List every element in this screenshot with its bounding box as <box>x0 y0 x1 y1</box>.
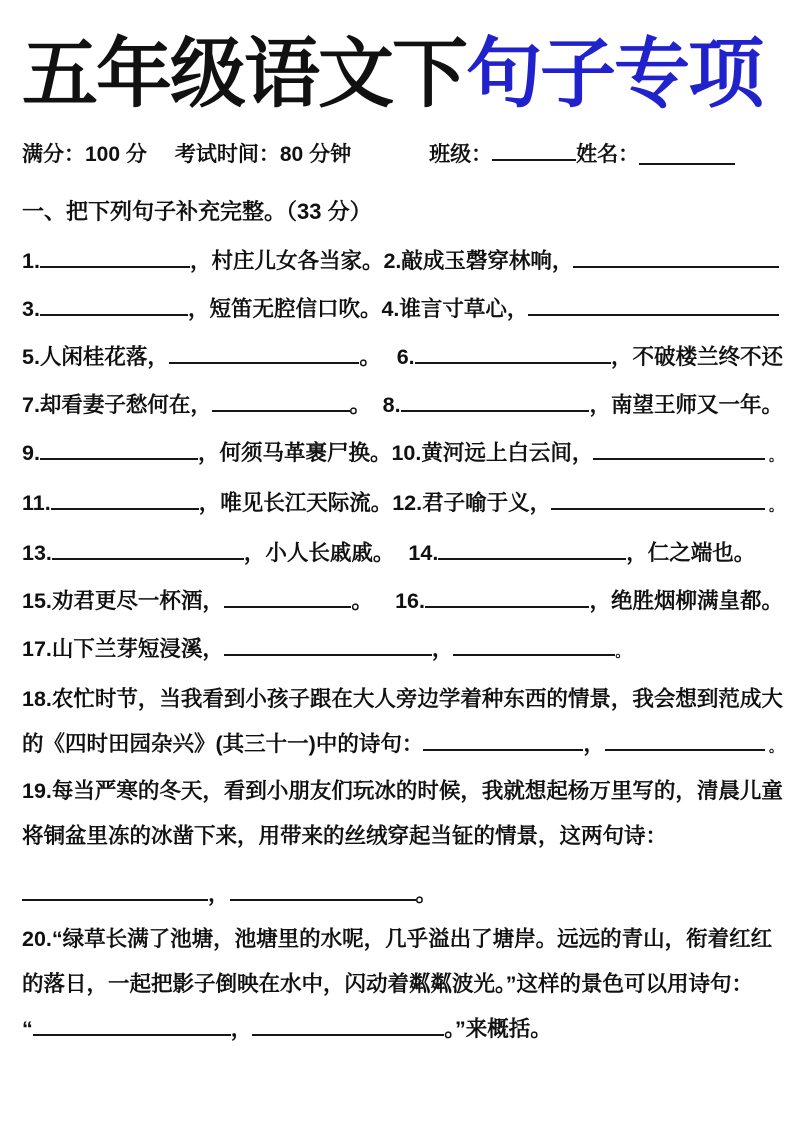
question-text: ，短笛无腔信口吹。4.谁言寸草心， <box>187 296 529 321</box>
question-line <box>22 634 783 666</box>
question-text: 。 <box>415 881 438 906</box>
question-text: 9. <box>22 440 40 465</box>
question-text: 5.人闲桂花落， <box>22 344 169 369</box>
answer-blank[interactable] <box>40 313 188 316</box>
question-text: 14. <box>408 540 439 565</box>
question-text: ， <box>208 881 230 906</box>
question-text: 19.每当严寒的冬天，看到小朋友们玩冰的时候，我就想起杨万里写的，清晨儿童 <box>22 778 783 803</box>
question-text: 。”来概括。 <box>444 1016 552 1041</box>
question-line <box>22 390 783 420</box>
question-text: 8. <box>382 392 401 417</box>
answer-blank[interactable] <box>40 265 190 268</box>
question-text: 13. <box>22 540 52 565</box>
answer-blank[interactable] <box>51 507 199 510</box>
section-one-heading: 一、把下列句子补充完整。（33 分） <box>22 198 372 224</box>
question-text: ，村庄儿女各当家。2.敲成玉磬穿林响， <box>189 248 574 273</box>
question-text: ，绝胜烟柳满皇都。 <box>589 588 783 613</box>
answer-blank[interactable] <box>33 1033 231 1036</box>
question-text: 20.“绿草长满了池塘，池塘里的水呢，几乎溢出了塘岸。远远的青山，衔着红红 <box>22 926 773 951</box>
title-accent-text: 句子专项 <box>466 32 762 117</box>
question-text: 。 <box>769 447 783 464</box>
question-text: 。 <box>615 643 630 660</box>
question-line <box>22 342 783 372</box>
question-text: 的《四时田园杂兴》(其三十一)中的诗句： <box>22 731 424 756</box>
question-20 <box>22 924 783 1044</box>
answer-blank[interactable] <box>551 507 765 510</box>
question-19 <box>22 776 783 909</box>
question-text: 7.却看妻子愁何在， <box>22 392 212 417</box>
question-text: 11. <box>22 490 51 515</box>
answer-blank[interactable] <box>605 748 765 751</box>
fill-in-questions <box>22 246 783 666</box>
question-text: 15.劝君更尽一杯酒， <box>22 588 224 613</box>
class-label: 班级： <box>429 142 493 166</box>
answer-blank[interactable] <box>593 457 765 460</box>
answer-blank[interactable] <box>169 361 359 364</box>
exam-time-label: 考试时间：80 分钟 <box>174 142 352 166</box>
answer-blank[interactable] <box>425 605 589 608</box>
question-text: 。 <box>349 392 372 417</box>
answer-blank[interactable] <box>40 457 198 460</box>
question-text: ， <box>230 1016 253 1041</box>
question-line <box>22 729 783 761</box>
question-line <box>22 969 783 999</box>
question-text: 3. <box>22 296 40 321</box>
question-text: ，小人长戚戚。 <box>243 540 395 565</box>
page-title <box>22 30 783 120</box>
question-text: ，何须马革裹尸换。10.黄河远上白云间， <box>197 440 594 465</box>
question-text: 的落日，一起把影子倒映在水中，闪动着粼粼波光。”这样的景色可以用诗句： <box>22 971 754 996</box>
answer-blank[interactable] <box>22 898 208 901</box>
question-text: ，仁之端也。 <box>626 540 756 565</box>
answer-blank[interactable] <box>453 653 615 656</box>
exam-info-row <box>22 138 783 168</box>
question-line <box>22 538 783 568</box>
question-text: 将铜盆里冻的冰凿下来，用带来的丝绒穿起当钲的情景，这两句诗： <box>22 823 668 848</box>
question-text: ， <box>583 731 605 756</box>
answer-blank[interactable] <box>423 748 583 751</box>
full-score-label: 满分：100 分 <box>22 142 147 166</box>
name-label: 姓名： <box>576 142 640 166</box>
question-text: 6. <box>396 344 415 369</box>
question-18 <box>22 684 783 761</box>
question-text: “ <box>22 1016 33 1041</box>
question-line <box>22 821 783 851</box>
question-line <box>22 586 783 616</box>
class-input-blank[interactable] <box>492 158 576 161</box>
answer-blank[interactable] <box>401 409 590 412</box>
question-line <box>22 488 783 520</box>
answer-blank[interactable] <box>438 557 626 560</box>
answer-blank[interactable] <box>52 557 244 560</box>
answer-blank[interactable] <box>224 653 432 656</box>
answer-blank[interactable] <box>573 265 779 268</box>
question-text: 18.农忙时节，当我看到小孩子跟在大人旁边学着种东西的情景，我会想到范成大 <box>22 686 783 711</box>
title-black-text: 五年级语文下 <box>22 32 466 117</box>
question-line <box>22 776 783 806</box>
question-text: ，唯见长江天际流。12.君子喻于义， <box>198 490 552 515</box>
question-text: 1. <box>22 248 40 273</box>
question-line <box>22 246 783 276</box>
answer-blank[interactable] <box>224 605 352 608</box>
question-text: ，南望王师又一年。 <box>589 392 783 417</box>
question-text: ，不破楼兰终不还 <box>610 344 783 369</box>
question-line <box>22 438 783 470</box>
question-line <box>22 1014 783 1044</box>
question-text: ， <box>431 636 454 661</box>
question-text: 。 <box>351 588 373 613</box>
question-text: 。 <box>769 738 783 755</box>
answer-blank[interactable] <box>528 313 779 316</box>
answer-blank[interactable] <box>252 1033 444 1036</box>
answer-blank[interactable] <box>212 409 350 412</box>
answer-blank[interactable] <box>415 361 611 364</box>
question-text: 16. <box>395 588 425 613</box>
question-text: 。 <box>769 497 783 514</box>
question-line <box>22 684 783 714</box>
name-input-blank[interactable] <box>639 162 735 165</box>
answer-blank[interactable] <box>230 898 416 901</box>
question-text: 17.山下兰芽短浸溪， <box>22 636 224 661</box>
question-line <box>22 879 783 909</box>
question-text: 。 <box>359 344 381 369</box>
question-line <box>22 294 783 324</box>
question-line <box>22 924 783 954</box>
